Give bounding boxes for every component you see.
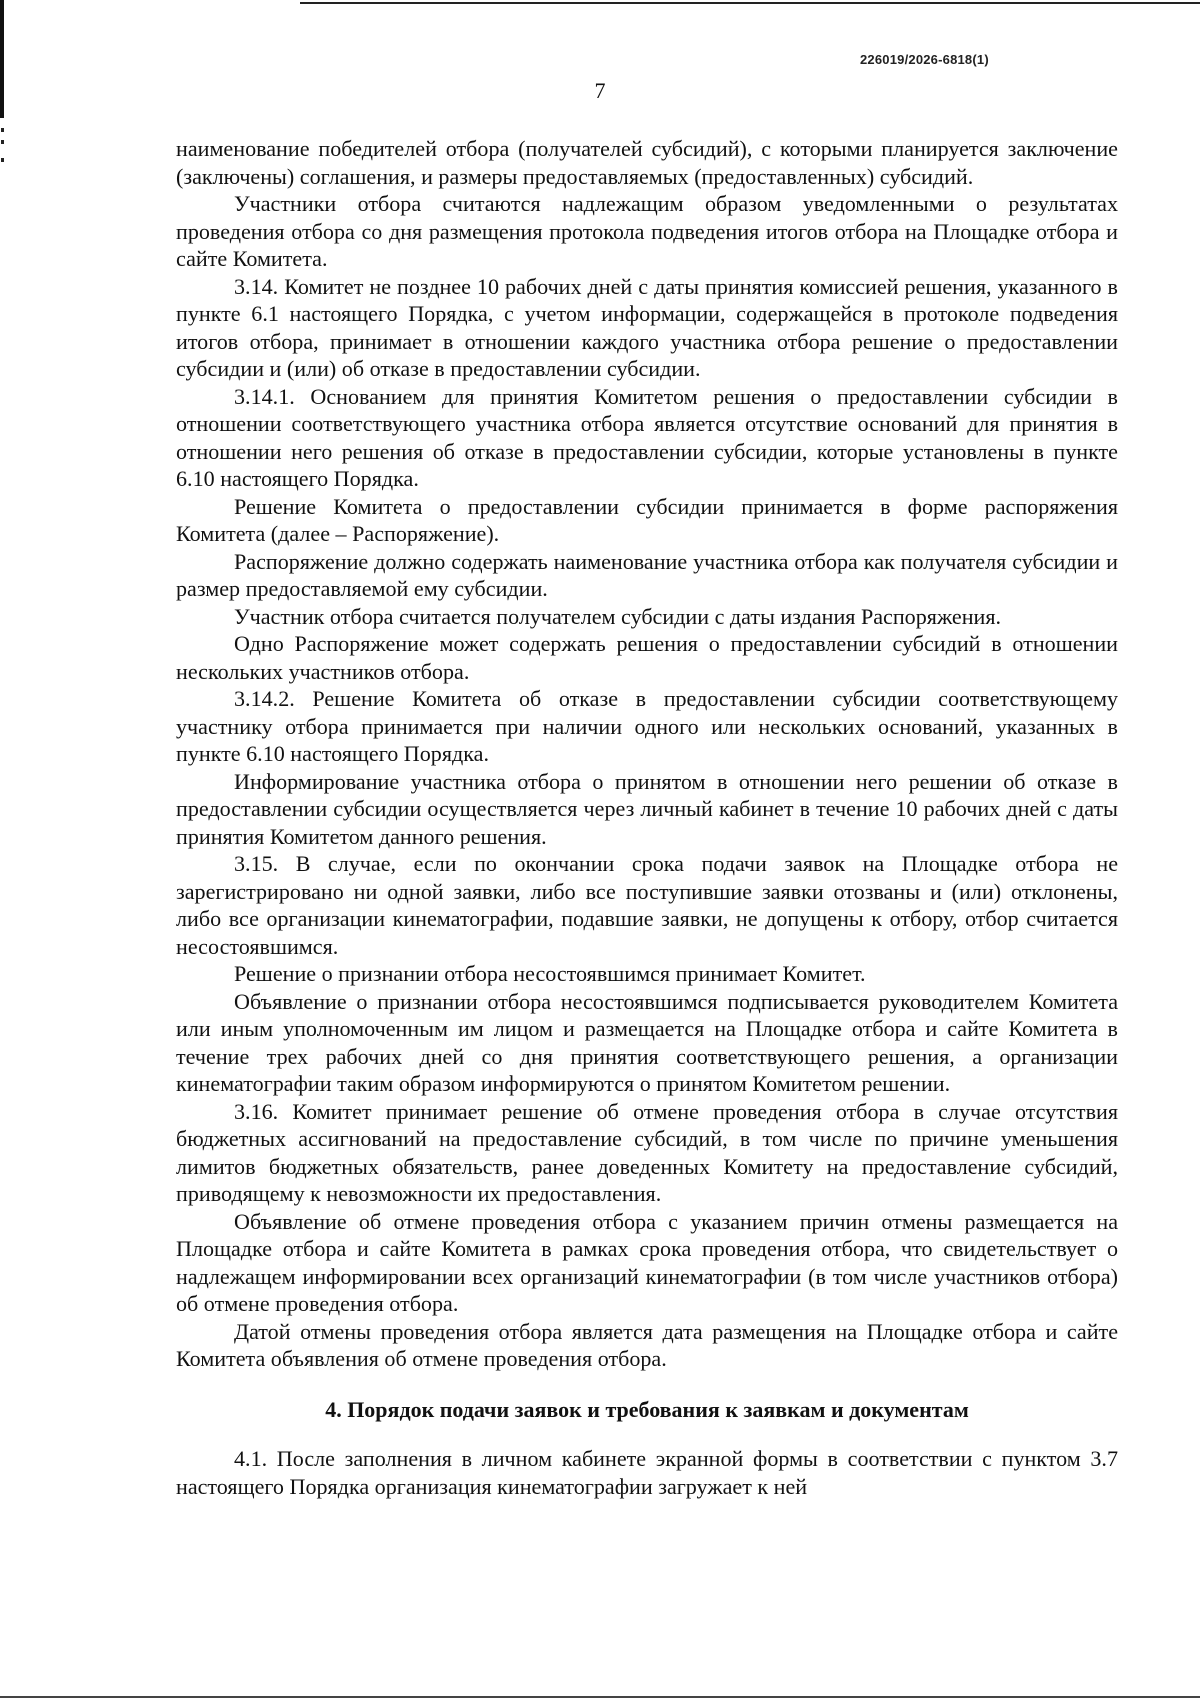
paragraph: Решение Комитета о предоставлении субсидии принимается в форме распоряжения Комитета (далее – Распоряжение). (176, 493, 1118, 546)
scan-edge-line-bottom (0, 1696, 1200, 1698)
paragraph-continuation: наименование победителей отбора (получателей субсидий), с которыми планируется заключение (заключены) соглашения, и размеры предоставляемых (предоставленных) субсидий. (176, 136, 1118, 189)
paragraph-3-14-2: 3.14.2. Решение Комитета об отказе в предоставлении субсидии соответствующему участнику отбора принимается при наличии одного или нескольких оснований, указанных в пункте 6.10 настоящего Порядка. (176, 686, 1118, 766)
paragraph-3-14-1: 3.14.1. Основанием для принятия Комитетом решения о предоставлении субсидии в отношении соответствующего участника отбора является отсутствие оснований для принятия в отношении него решения об отказе в предоставлении субсидии, которые установлены в пункте 6.10 настоящего Порядка. (176, 383, 1118, 491)
scan-dot (1, 140, 4, 144)
paragraph: Решение о признании отбора несостоявшимся принимает Комитет. (234, 961, 866, 986)
paragraph: Объявление об отмене проведения отбора с указанием причин отмены размещается на Площадке отбора и сайте Комитета в рамках срока проведения отбора, что свидетельствует о надлежащем информировании всех организаций кинематографии (в том числе участников отбора) об отмене проведения отбора. (176, 1208, 1118, 1316)
paragraph: Одно Распоряжение может содержать решения о предоставлении субсидий в отношении нескольких участников отбора. (176, 631, 1118, 684)
paragraph-3-15: 3.15. В случае, если по окончании срока подачи заявок на Площадке отбора не зарегистрировано ни одной заявки, либо все поступившие заявки отозваны и (или) отклонены, либо все организации кинематографии, подавшие заявки, не допущены к отбору, отбор считается несостоявшимся. (176, 851, 1118, 959)
paragraph-4-1: 4.1. После заполнения в личном кабинете экранной формы в соответствии с пунктом 3.7 настоящего Порядка организация кинематографии загружает к ней (176, 1446, 1118, 1499)
document-registration-number: 226019/2026-6818(1) (860, 52, 989, 67)
paragraph: Участник отбора считается получателем субсидии с даты издания Распоряжения. (234, 603, 1002, 629)
section-heading: 4. Порядок подачи заявок и требования к заявкам и документам (325, 1396, 969, 1422)
scan-edge-line-top (300, 2, 1200, 4)
paragraph: Датой отмены проведения отбора является дата размещения на Площадке отбора и сайте Комитета объявления об отмене проведения отбора. (176, 1318, 1118, 1371)
paragraph: Участники отбора считаются надлежащим образом уведомленными о результатах проведения отбора со дня размещения протокола подведения итогов отбора на Площадке отбора и сайте Комитета. (176, 191, 1118, 271)
paragraph: Распоряжение должно содержать наименование участника отбора как получателя субсидии и размер предоставляемой ему субсидии. (176, 548, 1118, 601)
paragraph: Информирование участника отбора о принятом в отношении него решении об отказе в предоставлении субсидии осуществляется через личный кабинет в течение 10 рабочих дней с даты принятия Комитетом данного решения. (176, 768, 1118, 849)
page-number: 7 (594, 78, 606, 103)
scan-dot (1, 128, 4, 132)
paragraph-3-16: 3.16. Комитет принимает решение об отмене проведения отбора в случае отсутствия бюджетных ассигнований на предоставление субсидий, в том числе по причине уменьшения лимитов бюджетных обязательств, ранее доведенных Комитету на предоставление субсидий, приводящему к невозможности их предоставления. (176, 1098, 1118, 1206)
paragraph-3-14: 3.14. Комитет не позднее 10 рабочих дней с даты принятия комиссией решения, указанного в пункте 6.1 настоящего Порядка, с учетом информации, содержащейся в протоколе подведения итогов отбора, принимает в отношении каждого участника отбора решение о предоставлении субсидии и (или) об отказе в предоставлении субсидии. (176, 273, 1118, 381)
paragraph: Объявление о признании отбора несостоявшимся подписывается руководителем Комитета или иным уполномоченным им лицом и размещается на Площадке отбора и сайте Комитета в течение трех рабочих дней со дня принятия соответствующего решения, а организации кинематографии таким образом информируются о принятом Комитетом решении. (176, 988, 1118, 1096)
scan-dot (1, 158, 4, 162)
document-body (176, 135, 1118, 1500)
